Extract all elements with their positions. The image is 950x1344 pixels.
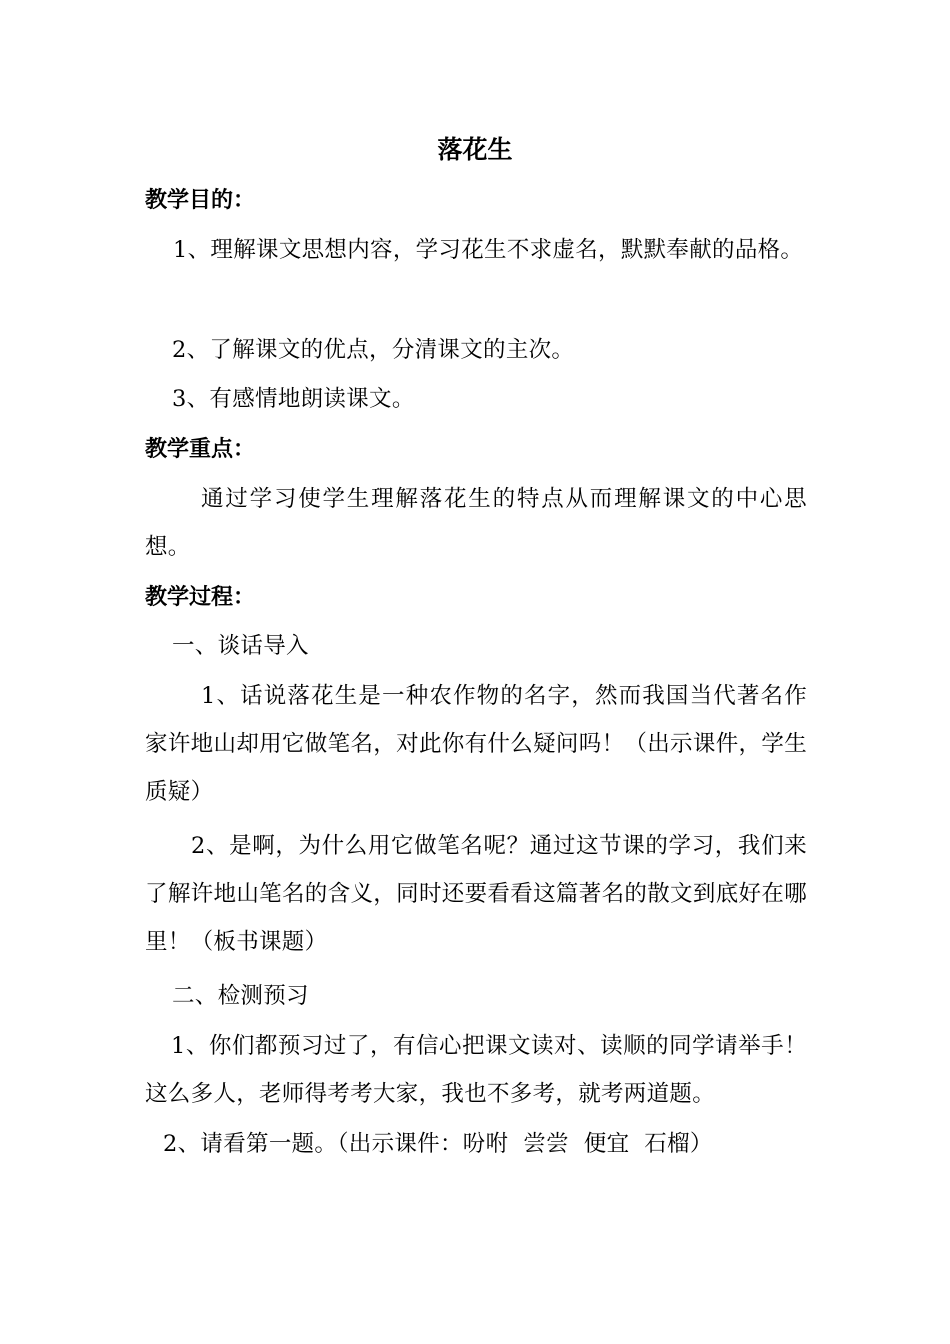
key-points-heading: 教学重点： — [145, 437, 256, 462]
process-part1-title: 一、谈话导入 — [172, 633, 309, 659]
objective-item-2: 2、了解课文的优点，分清课文的主次。 — [172, 337, 575, 363]
document-title: 落花生 — [437, 135, 513, 164]
process-part2-title: 二、检测预习 — [172, 983, 309, 1009]
objective-item-1: 1、理解课文思想内容，学习花生不求虚名，默默奉献的品格。 — [173, 237, 804, 263]
process-part2-item-2: 2、请看第一题。（出示课件：吩咐 尝尝 便宜 石榴） — [163, 1131, 713, 1157]
objective-item-3: 3、有感情地朗读课文。 — [172, 386, 415, 412]
process-heading: 教学过程： — [145, 585, 256, 610]
process-part1-item-1: 1、话说落花生是一种农作物的名字，然而我国当代著名作家许地山却用它做笔名，对此你有什么疑问吗！（出示课件，学生质疑） — [145, 683, 807, 805]
process-part1-item-2: 2、是啊，为什么用它做笔名呢？通过这节课的学习，我们来了解许地山笔名的含义，同时还要看看这篇著名的散文到底好在哪里！（板书课题） — [145, 833, 807, 955]
key-points-text: 通过学习使学生理解落花生的特点从而理解课文的中心思想。 — [145, 486, 807, 560]
process-part2-item-1: 1、你们都预习过了，有信心把课文读对、读顺的同学请举手！这么多人，老师得考考大家，我也不多考，就考两道题。 — [145, 1033, 807, 1107]
objectives-heading: 教学目的： — [145, 188, 256, 213]
